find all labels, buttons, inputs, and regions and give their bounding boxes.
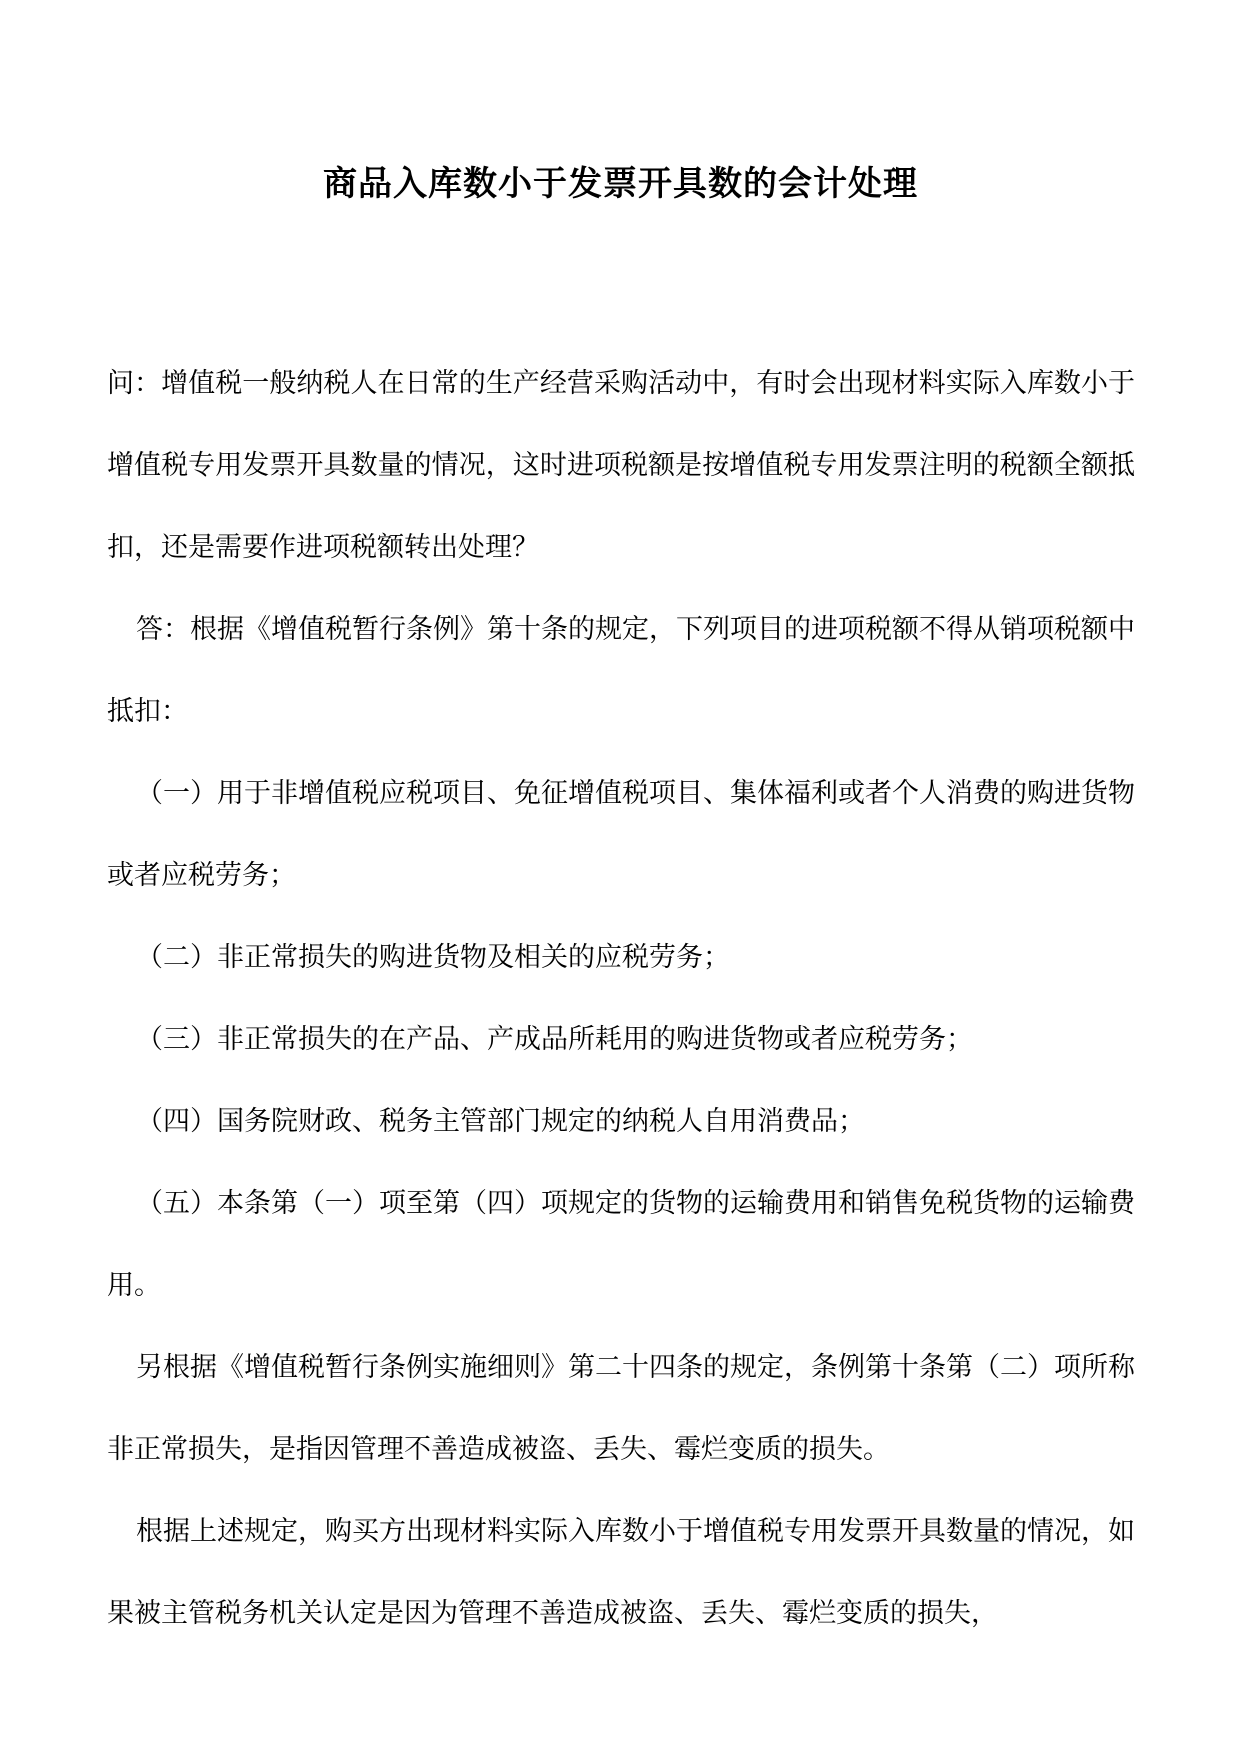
paragraph-item-5: （五）本条第（一）项至第（四）项规定的货物的运输费用和销售免税货物的运输费用。	[107, 1188, 1135, 1301]
paragraph-question: 问：增值税一般纳税人在日常的生产经营采购活动中，有时会出现材料实际入库数小于增值税专用发票开具数量的情况，这时进项税额是按增值税专用发票注明的税额全额抵扣，还是需要作进项税额转出处理？	[107, 368, 1135, 563]
paragraph-item-1: （一）用于非增值税应税项目、免征增值税项目、集体福利或者个人消费的购进货物或者应税劳务；	[107, 778, 1135, 891]
document-body	[107, 343, 1135, 1655]
paragraph-item-2: （二）非正常损失的购进货物及相关的应税劳务；	[136, 942, 730, 973]
paragraph-rule-detail: 另根据《增值税暂行条例实施细则》第二十四条的规定，条例第十条第（二）项所称非正常损失，是指因管理不善造成被盗、丢失、霉烂变质的损失。	[107, 1352, 1135, 1465]
paragraph-item-4: （四）国务院财政、税务主管部门规定的纳税人自用消费品；	[136, 1106, 865, 1137]
paragraph-item-3: （三）非正常损失的在产品、产成品所耗用的购进货物或者应税劳务；	[136, 1024, 973, 1055]
paragraph-answer: 答：根据《增值税暂行条例》第十条的规定，下列项目的进项税额不得从销项税额中抵扣：	[107, 614, 1135, 727]
document-title: 商品入库数小于发票开具数的会计处理	[323, 164, 918, 204]
paragraph-conclusion: 根据上述规定，购买方出现材料实际入库数小于增值税专用发票开具数量的情况，如果被主管税务机关认定是因为管理不善造成被盗、丢失、霉烂变质的损失，	[107, 1516, 1135, 1629]
